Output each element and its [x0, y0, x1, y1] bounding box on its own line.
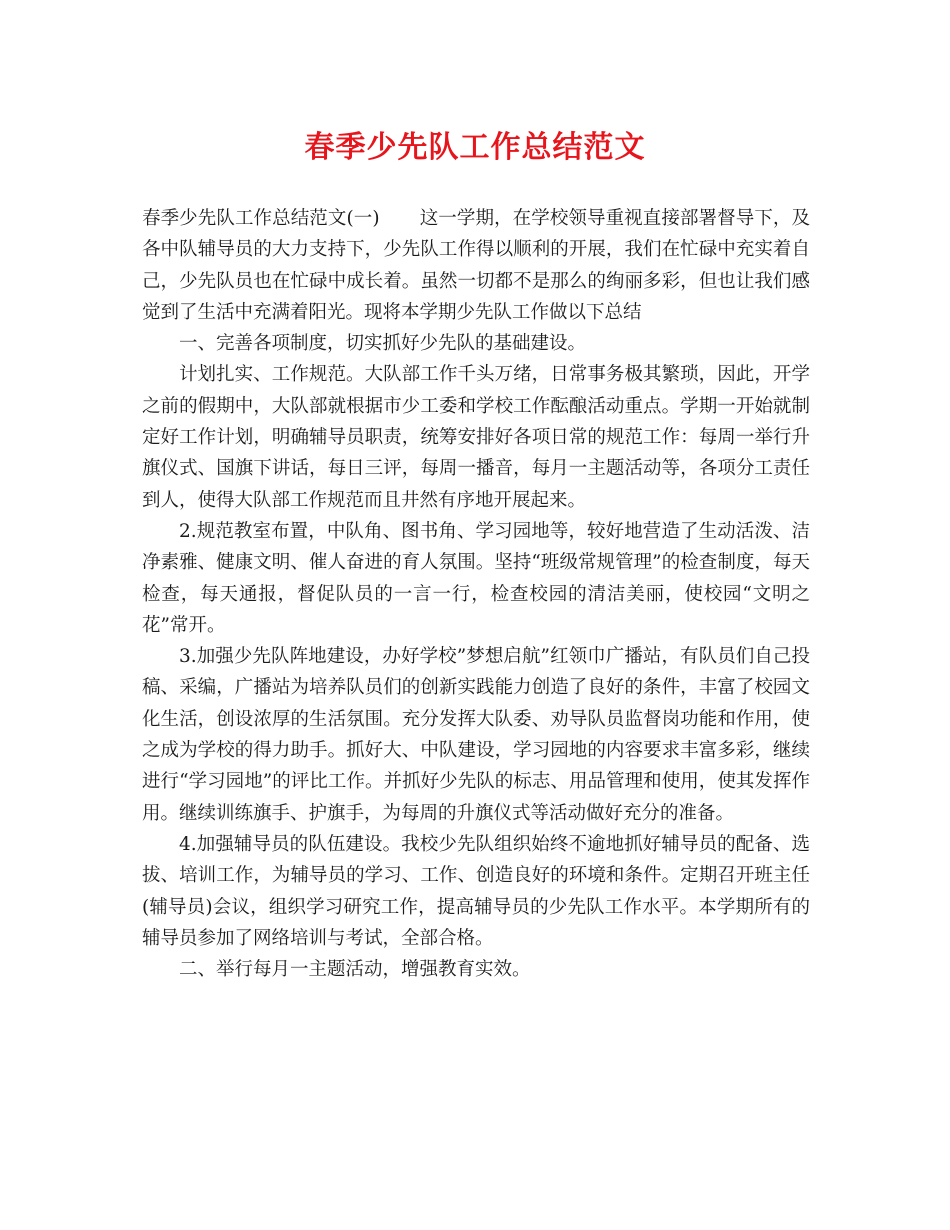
section-heading-2: 二、举行每月一主题活动，增强教育实效。 [179, 959, 531, 981]
intro-text: 这一学期，在学校领导重视直接部署督导下，及各中队辅导员的大力支持下，少先队工作得以顺利的开展，我们在忙碌中充实着自己，少先队员也在忙碌中成长着。虽然一切都不是那么的绚丽多彩，但也让我们感觉到了生活中充满着阳光。现将本学期少先队工作做以下总结 [142, 208, 810, 323]
paragraph-4: 4.加强辅导员的队伍建设。我校少先队组织始终不逾地抓好辅导员的配备、选拔、培训工作，为辅导员的学习、工作、创造良好的环境和条件。定期召开班主任(辅导员)会议，组织学习研究工作，提高辅导员的少先队工作水平。本学期所有的辅导员参加了网络培训与考试，全部合格。 [142, 833, 810, 949]
paragraph-3: 3.加强少先队阵地建设，办好学校”梦想启航”红领巾广播站，有队员们自己投稿、采编，广播站为培养队员们的创新实践能力创造了良好的条件，丰富了校园文化生活，创设浓厚的生活氛围。充分发挥大队委、劝导队员监督岗功能和作用，使之成为学校的得力助手。抓好大、中队建设，学习园地的内容要求丰富多彩，继续进行“学习园地”的评比工作。并抓好少先队的标志、用品管理和使用，使其发挥作用。继续训练旗手、护旗手，为每周的升旗仪式等活动做好充分的准备。 [142, 646, 810, 824]
section-heading-1: 一、完善各项制度，切实抓好少先队的基础建设。 [179, 333, 587, 355]
document-body [142, 203, 810, 985]
intro-label: 春季少先队工作总结范文(一) [142, 208, 380, 229]
paragraph-2: 2.规范教室布置，中队角、图书角、学习园地等，较好地营造了生动活泼、洁净素雅、健康文明、催人奋进的育人氛围。坚持“班级常规管理”的检查制度，每天检查，每天通报，督促队员的一言一行，检查校园的清洁美丽，使校园“文明之花”常开。 [142, 520, 810, 636]
document-title: 春季少先队工作总结范文 [304, 130, 646, 165]
paragraph-1: 计划扎实、工作规范。大队部工作千头万绪，日常事务极其繁琐，因此，开学之前的假期中，大队部就根据市少工委和学校工作酝酿活动重点。学期一开始就制定好工作计划，明确辅导员职责，统筹安排好各项日常的规范工作：每周一举行升旗仪式、国旗下讲话，每日三评，每周一播音，每月一主题活动等，各项分工责任到人，使得大队部工作规范而且井然有序地开展起来。 [142, 364, 810, 511]
intro-paragraph [142, 203, 810, 328]
